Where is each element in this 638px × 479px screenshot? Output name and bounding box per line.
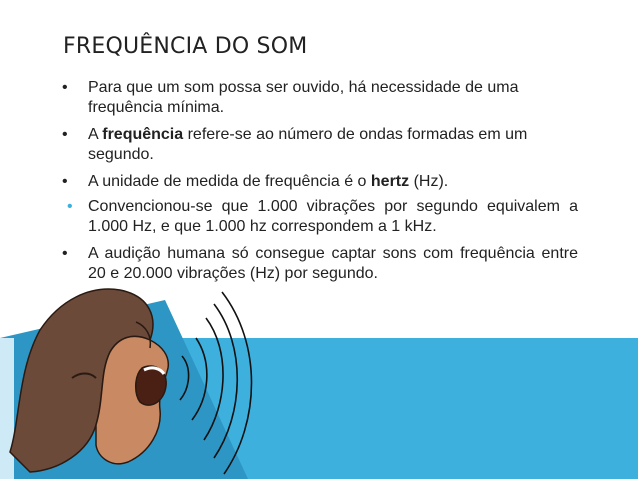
- bullet-text: A audição humana só consegue captar sons com frequência entre 20 e 20.000 vibrações (Hz) por segundo.: [88, 245, 578, 282]
- bold-term: frequência: [102, 126, 184, 143]
- bullet-marker: •: [62, 126, 68, 143]
- bullet-marker: •: [62, 173, 68, 190]
- sound-wave-4: [214, 304, 237, 458]
- bullet-marker: •: [62, 245, 68, 262]
- sub-bullet-marker: •: [67, 198, 73, 215]
- page-title: FREQUÊNCIA DO SOM: [63, 34, 308, 59]
- sound-wave-2: [192, 338, 207, 420]
- bullet-text-post: refere-se ao número de ondas formadas em um segundo.: [88, 126, 528, 163]
- sound-wave-1: [180, 356, 189, 400]
- bullet-marker: •: [62, 79, 68, 96]
- bullet-text-post: (Hz).: [409, 173, 449, 190]
- bullet-text: Para que um som possa ser ouvido, há necessidade de uma frequência mínima.: [88, 79, 519, 116]
- bold-term: hertz: [370, 173, 410, 190]
- sub-bullet-text: Convencionou-se que 1.000 vibrações por segundo equivalem a 1.000 Hz, e que 1.000 hz correspondem a 1 kHz.: [88, 198, 578, 235]
- bullet-text-pre: A unidade de medida de frequência é o: [88, 173, 371, 190]
- bullet-text-pre: A: [88, 126, 103, 143]
